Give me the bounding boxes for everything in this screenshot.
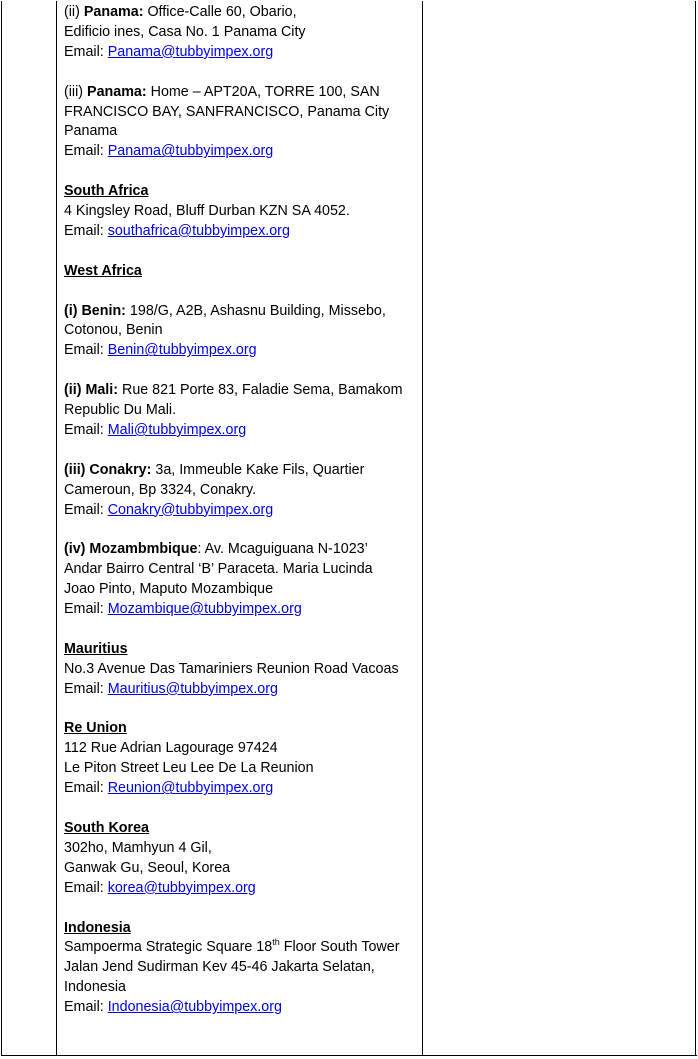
email-link[interactable]: Indonesia@tubbyimpex.org (107, 999, 282, 1016)
table-column-divider-1 (56, 1, 57, 1056)
address-line: Home – APT20A, TORRE 100, SAN (146, 83, 380, 100)
address-line: Edificio ines, Casa No. 1 Panama City (64, 23, 306, 40)
address-line: Sampoerma Strategic Square 18 (64, 939, 273, 956)
address-line: 112 Rue Adrian Lagourage 97424 (64, 740, 278, 757)
email-label: Email: (64, 501, 108, 518)
address-line: 198/G, A2B, Ashasnu Building, Missebo, (125, 302, 386, 319)
email-label: Email: (64, 342, 108, 359)
email-link[interactable]: Mozambique@tubbyimpex.org (107, 601, 302, 618)
entry-panama-office (64, 3, 416, 63)
email-link[interactable]: Mali@tubbyimpex.org (107, 421, 247, 438)
email-link[interactable]: Reunion@tubbyimpex.org (107, 780, 274, 797)
address-line: Office-Calle 60, Obario, (143, 4, 297, 20)
section-heading: West Africa (64, 262, 142, 279)
address-line: Cameroun, Bp 3324, Conakry. (64, 481, 257, 498)
email-label: Email: (64, 222, 108, 239)
address-cell (64, 3, 416, 1038)
section-heading: Re Union (64, 720, 127, 737)
address-line: Jalan Jend Sudirman Kev 45-46 Jakarta Selatan, (64, 959, 375, 976)
entry-mauritius (64, 640, 416, 700)
table-border-right (695, 1, 696, 1056)
address-line: 3a, Immeuble Kake Fils, Quartier (151, 461, 365, 478)
ordinal-suffix: th (272, 936, 280, 947)
entry-name: Panama: (83, 4, 144, 20)
address-line: Panama (64, 123, 118, 140)
address-line: Indonesia (64, 979, 127, 996)
table-border-left (1, 1, 2, 1056)
address-line: Joao Pinto, Maputo Mozambique (64, 581, 274, 598)
address-line: : Av. Mcaguiguana N-1023’ (197, 541, 368, 558)
entry-mozambique (64, 540, 416, 620)
section-heading: Mauritius (64, 640, 128, 657)
entry-index: (ii) (64, 4, 84, 20)
entry-name: (i) Benin: (64, 302, 126, 319)
email-label: Email: (64, 601, 108, 618)
entry-panama-home (64, 83, 416, 163)
email-label: Email: (64, 43, 108, 60)
entry-name: (iv) Mozambmbique (64, 541, 198, 558)
address-line: Le Piton Street Leu Lee De La Reunion (64, 760, 314, 777)
section-heading: South Korea (64, 820, 149, 836)
email-link[interactable]: Panama@tubbyimpex.org (107, 43, 274, 60)
address-line: Rue 821 Porte 83, Faladie Sema, Bamakom (118, 382, 403, 399)
address-line: FRANCISCO BAY, SANFRANCISCO, Panama City (64, 103, 390, 120)
section-heading: South Africa (64, 183, 149, 200)
entry-indonesia (64, 919, 416, 1019)
email-label: Email: (64, 879, 108, 896)
email-link[interactable]: southafrica@tubbyimpex.org (107, 222, 290, 239)
email-label: Email: (64, 421, 108, 438)
address-line: 302ho, Mamhyun 4 Gil, (64, 839, 212, 856)
entry-south-africa (64, 182, 416, 242)
email-link[interactable]: Conakry@tubbyimpex.org (107, 501, 274, 518)
address-line: Floor South Tower (279, 939, 400, 956)
entry-name: (iii) Conakry: (64, 461, 152, 478)
address-line: Republic Du Mali. (64, 402, 177, 419)
email-link[interactable]: korea@tubbyimpex.org (107, 879, 256, 896)
email-link[interactable]: Benin@tubbyimpex.org (107, 342, 257, 359)
section-heading: Indonesia (64, 919, 131, 936)
entry-mali (64, 381, 416, 441)
email-label: Email: (64, 780, 108, 797)
entry-benin (64, 302, 416, 362)
address-line: 4 Kingsley Road, Bluff Durban KZN SA 4052. (64, 203, 350, 220)
entry-reunion (64, 719, 416, 799)
table-column-divider-2 (422, 1, 423, 1056)
section-west-africa (64, 262, 416, 282)
email-label: Email: (64, 680, 108, 697)
table-border-bottom (1, 1055, 697, 1056)
entry-conakry (64, 461, 416, 521)
email-label: Email: (64, 143, 108, 160)
entry-south-korea (64, 819, 416, 899)
entry-index: (iii) (64, 83, 88, 100)
entry-name: (ii) Mali: (64, 382, 119, 399)
email-link[interactable]: Panama@tubbyimpex.org (107, 143, 274, 160)
address-line: Ganwak Gu, Seoul, Korea (64, 859, 231, 876)
address-line: Andar Bairro Central ‘B’ Paraceta. Maria Lucinda (64, 561, 373, 578)
address-line: Cotonou, Benin (64, 322, 163, 339)
email-label: Email: (64, 999, 108, 1016)
entry-name: Panama: (87, 83, 147, 100)
email-link[interactable]: Mauritius@tubbyimpex.org (107, 680, 278, 697)
address-line: No.3 Avenue Das Tamariniers Reunion Road Vacoas (64, 660, 399, 677)
